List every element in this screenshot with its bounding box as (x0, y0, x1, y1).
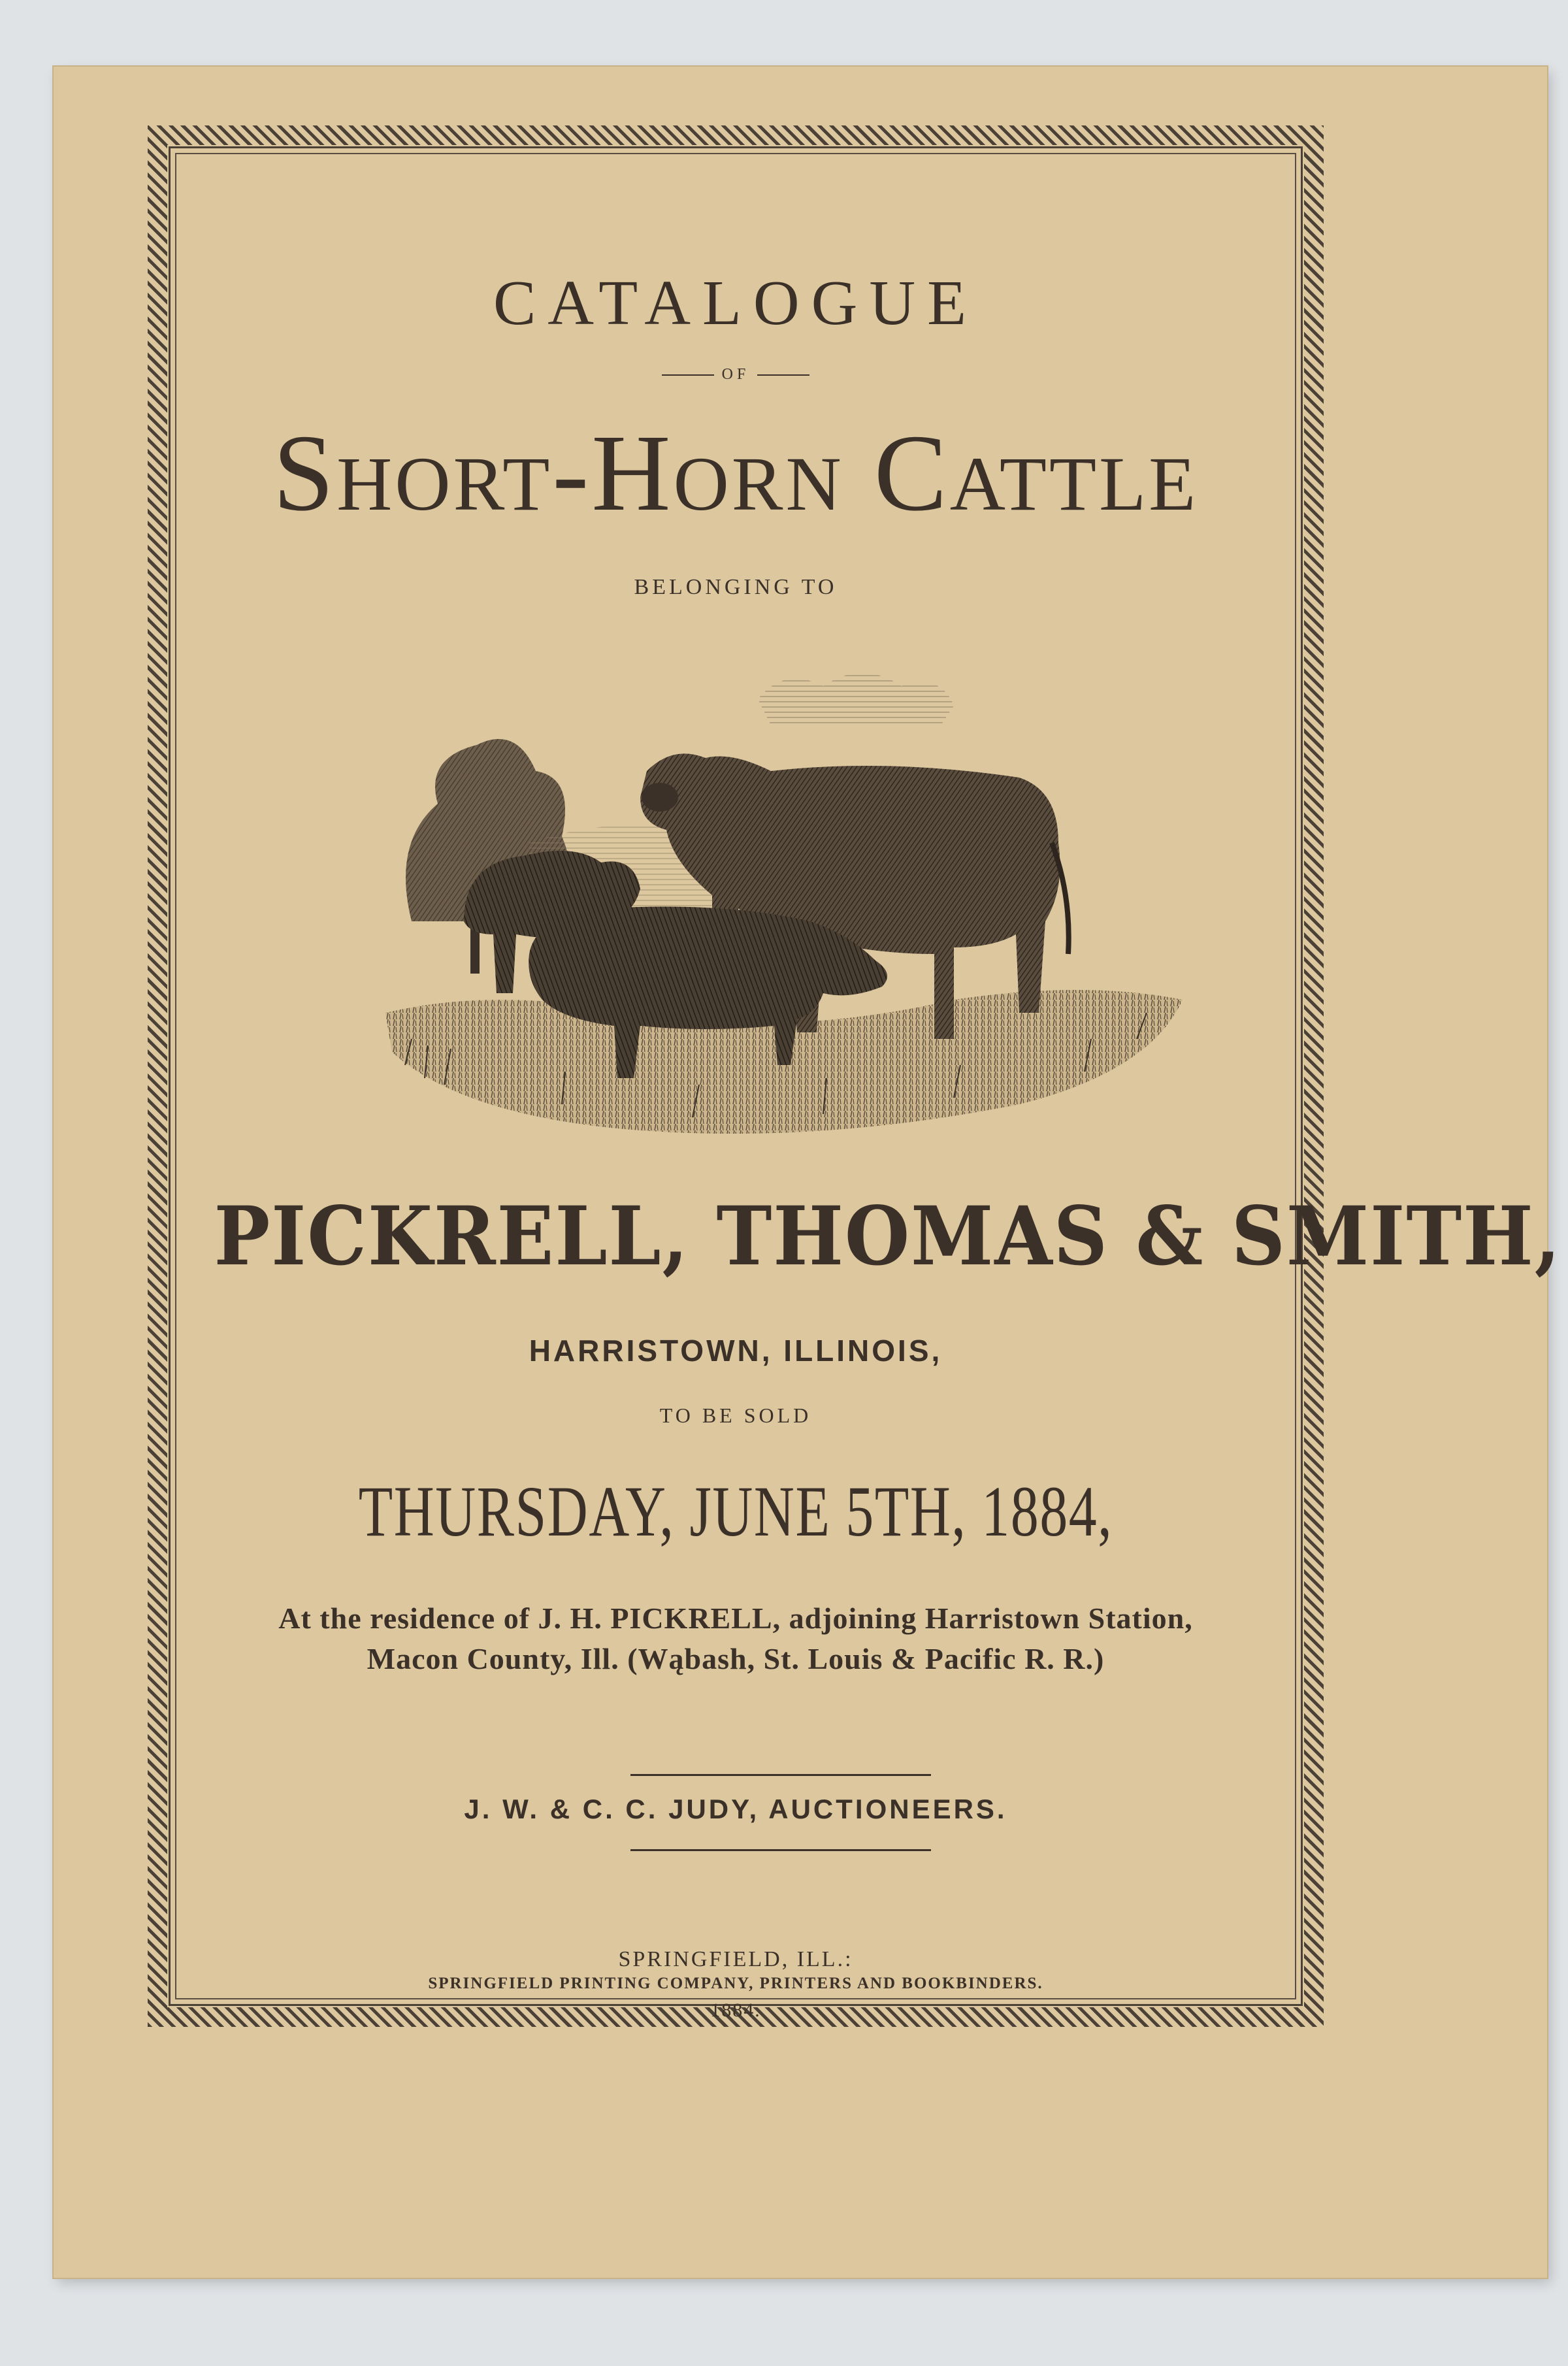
owners-name: PICKRELL, THOMAS & SMITH, (214, 1189, 1562, 1284)
of-divider (169, 366, 1303, 384)
auctioneers-line: J. W. & C. C. JUDY, AUCTIONEERS. (464, 1794, 1007, 1824)
location-line: HARRISTOWN, ILLINOIS, (529, 1334, 943, 1368)
cloud-shape (758, 673, 954, 725)
imprint-year: 1884. (710, 1999, 761, 2021)
of-rule-right (757, 374, 809, 376)
divider-bottom (630, 1849, 931, 1851)
imprint-printer: SPRINGFIELD PRINTING COMPANY, PRINTERS AND BOOKBINDERS. (428, 1975, 1043, 1992)
residence-line-2: Macon County, Ill. (Wąbash, St. Louis & Pacific R. R.) (367, 1642, 1105, 1675)
residence-line-1: At the residence of J. H. PICKRELL, adjoining Harristown Station, (278, 1602, 1193, 1635)
to-be-sold-label: TO BE SOLD (659, 1404, 812, 1427)
sale-date: THURSDAY, JUNE 5TH, 1884, (358, 1471, 1113, 1551)
page-title: Short-Horn Cattle (272, 412, 1199, 534)
imprint-city: SPRINGFIELD, ILL.: (618, 1947, 853, 1971)
catalogue-heading: CATALOGUE (493, 268, 979, 338)
livestock-engraving (366, 647, 1202, 1143)
belonging-to-label: BELONGING TO (634, 575, 838, 599)
of-word: OF (721, 366, 750, 383)
of-rule-left (662, 374, 714, 376)
divider-top (630, 1774, 931, 1776)
